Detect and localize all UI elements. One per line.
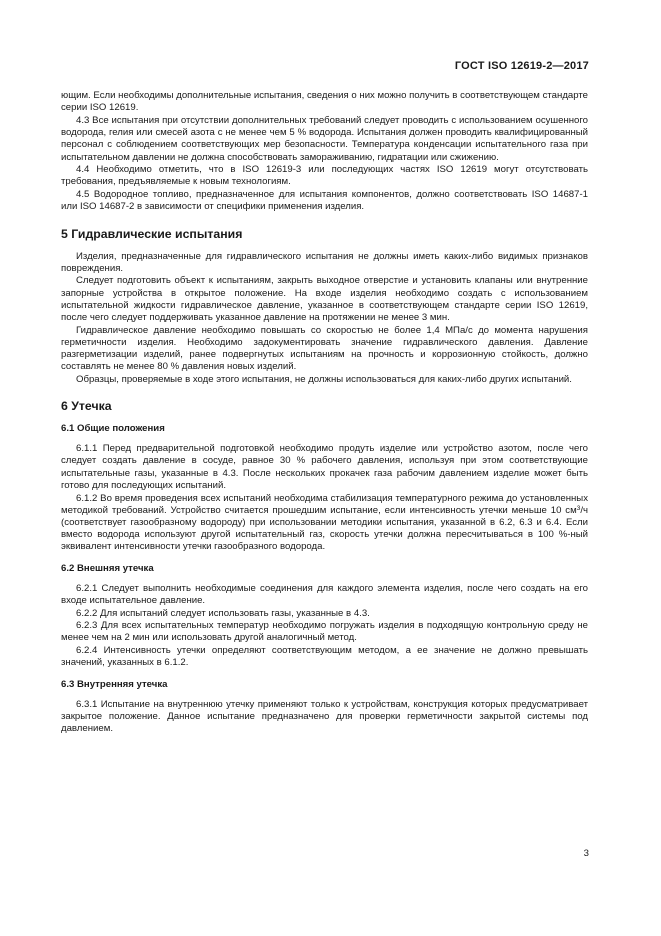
- paragraph-4-4: 4.4 Необходимо отметить, что в ISO 12619-3 или последующих частях ISO 12619 могут отсутствовать требования, предъявляемые к новым технологиям.: [61, 164, 588, 188]
- paragraph-6-2-3: 6.2.3 Для всех испытательных температур необходимо погружать изделия в подходящую контрольную среду не менее чем на 2 мин или использовать другой аналогичный метод.: [61, 620, 588, 644]
- paragraph-6-1-2-part-a: 6.1.2 Во время проведения всех испытаний необходима стабилизация температурного режима до установленных методикой требований. Устройство считается прошедшим испытание, если интенсивность утечки меньше 10 см: [61, 492, 588, 516]
- paragraph-5-3: Гидравлическое давление необходимо повышать со скоростью не более 1,4 МПа/с до момента нарушения герметичности изделия. Необходимо задокументировать значение гидравлического давления. Давление разгерметизации изделий, ранее подвергнутых испытаниям на прочность и коррозионную стойкость, должно составлять не менее 80 % давления новых изделий.: [61, 324, 588, 373]
- paragraph-6-2-1: 6.2.1 Следует выполнить необходимые соединения для каждого элемента изделия, после чего создать на его входе испытательное давление.: [61, 582, 588, 606]
- page-number: 3: [583, 848, 589, 859]
- superscript-exponent: 3: [576, 504, 581, 512]
- paragraph-6-1-2: [61, 493, 588, 554]
- paragraph-5-2: Следует подготовить объект к испытаниям, закрыть выходное отверстие и установить клапаны или внутренние запорные устройства в открытое положение. На входе изделия необходимо создать с использованием испытательной жидкости гидравлическое давление, указанное в соответствующем стандарте серии ISO 12619, после чего следует поддерживать указанное давление на протяжении не менее 3 мин.: [61, 275, 588, 324]
- paragraph-5-1: Изделия, предназначенные для гидравлического испытания не должны иметь каких-либо видимых признаков повреждения.: [61, 250, 588, 274]
- standard-header: ГОСТ ISO 12619-2—2017: [454, 60, 589, 72]
- document-body: [61, 90, 588, 736]
- section-6-heading: 6 Утечка: [61, 399, 112, 414]
- paragraph-5-4: Образцы, проверяемые в ходе этого испытания, не должны использоваться для каких-либо других испытаний.: [76, 374, 572, 386]
- paragraph-6-2-2: 6.2.2 Для испытаний следует использовать газы, указанные в 4.3.: [76, 607, 370, 619]
- paragraph-6-1-2-part-b: /ч (соответствует газообразному водороду) при использовании методики испытания, указанной в 6.2, 6.3 и 6.4. Если вместо водорода используют другой испытательный газ, скорость утечки должна пересчитываться в 100 %-ный эквивалент интенсивности утечки газообразного водорода.: [61, 504, 588, 553]
- subsection-6-3-heading: 6.3 Внутренняя утечка: [61, 678, 168, 690]
- paragraph-6-1-1: 6.1.1 Перед предварительной подготовкой необходимо продуть изделие или устройство азотом, после чего следует создать давление в сосуде, равное 30 % рабочего давления, используя при этом соответствующие испытательные газы, указанные в 4.3. После нескольких прокачек газа рабочим давлением изделие может быть готово для последующих испытаний.: [61, 443, 588, 491]
- paragraph-4-5: 4.5 Водородное топливо, предназначенное для испытания компонентов, должно соответствовать ISO 14687-1 или ISO 14687-2 в зависимости от специфики применения изделия.: [61, 189, 588, 213]
- paragraph-6-3-1: 6.3.1 Испытание на внутреннюю утечку применяют только к устройствам, конструкция которых предусматривает закрытое положение. Данное испытание предназначено для проверки герметичности закрытой системы под давлением.: [61, 698, 588, 734]
- subsection-6-2-heading: 6.2 Внешняя утечка: [61, 562, 154, 574]
- subsection-6-1-heading: 6.1 Общие положения: [61, 423, 165, 435]
- paragraph-6-2-4: 6.2.4 Интенсивность утечки определяют соответствующим методом, а ее значение не должно превышать значений, указанных в 6.1.2.: [61, 645, 588, 669]
- section-5-heading: 5 Гидравлические испытания: [61, 226, 243, 241]
- paragraph-intro-continuation: ющим. Если необходимы дополнительные испытания, сведения о них можно получить в соответствующем стандарте серии ISO 12619.: [61, 90, 588, 114]
- paragraph-4-3: 4.3 Все испытания при отсутствии дополнительных требований следует проводить с использованием осушенного водорода, гелия или смесей азота с не менее чем 5 % водорода. Испытания должен проводить квалифицированный персонал с соблюдением соответствующих мер безопасности. Температура конденсации испытательного газа при испытательном давлении не должна способствовать замораживанию, гидратации или сжижению.: [61, 114, 588, 163]
